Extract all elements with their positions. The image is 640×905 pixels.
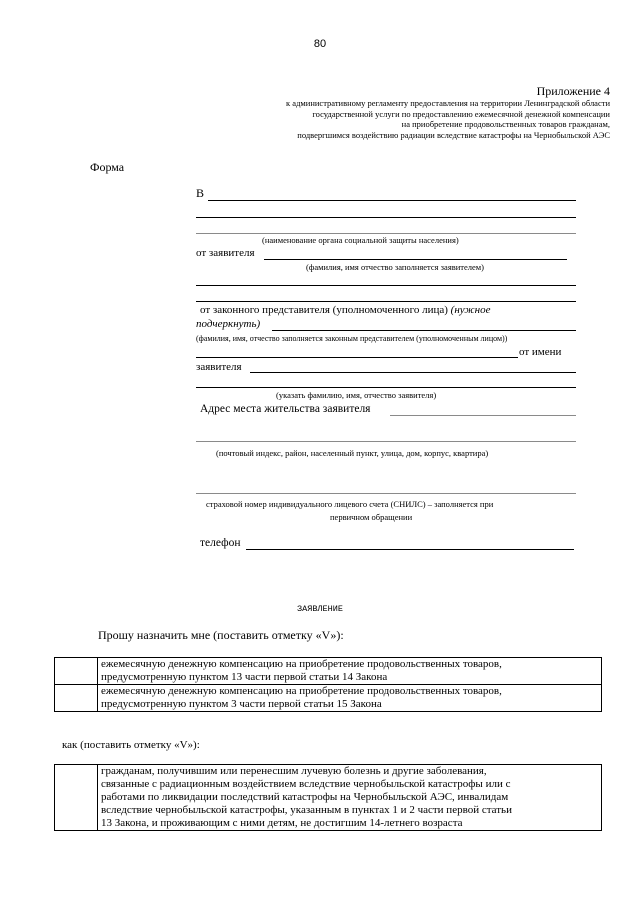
form-label: Форма — [90, 160, 125, 174]
appendix-line: на приобретение продовольственных товаров гражданам, — [401, 119, 610, 129]
snils-caption-2: первичном обращении — [330, 512, 413, 522]
category-line: вследствие чернобыльской катастрофы, указанным в пунктах 1 и 2 части первой статьи — [101, 804, 512, 816]
option-line: ежемесячную денежную компенсацию на приобретение продовольственных товаров, — [101, 658, 502, 670]
request-text: Прошу назначить мне (поставить отметку «V»): — [98, 628, 344, 642]
option-line: предусмотренную пунктом 3 части первой статьи 15 Закона — [101, 698, 382, 710]
applicant-name-line[interactable] — [264, 259, 567, 260]
phone-line[interactable] — [246, 549, 574, 550]
option-row — [55, 658, 602, 685]
from-applicant-label: от заявителя — [196, 247, 255, 259]
appendix-subtitle — [286, 98, 610, 140]
snils-line[interactable] — [196, 493, 576, 494]
option-line: ежемесячную денежную компенсацию на приобретение продовольственных товаров, — [101, 685, 502, 697]
address-label: Адрес места жительства заявителя — [200, 403, 371, 415]
category-text — [98, 765, 602, 831]
option-checkbox-cell[interactable] — [55, 658, 98, 685]
statement-heading: ЗАЯВЛЕНИЕ — [297, 604, 343, 614]
representative-name-line[interactable] — [272, 330, 576, 331]
applicant-name-caption: (указать фамилию, имя, отчество заявителя) — [276, 390, 437, 400]
organ-line-2[interactable] — [196, 217, 576, 218]
category-row — [55, 765, 602, 831]
address-caption: (почтовый индекс, район, населенный пункт, улица, дом, корпус, квартира) — [216, 448, 489, 458]
representative-caption: (фамилия, имя, отчество заполняется законным представителем (уполномоченным лицом)) — [196, 334, 508, 343]
category-line: 13 Закона, и проживающим с ними детям, не достигшим 14-летнего возраста — [101, 817, 463, 829]
representative-emphasis: (нужное — [450, 304, 491, 316]
as-label: как (поставить отметку «V»): — [62, 739, 200, 751]
category-checkbox-cell[interactable] — [55, 765, 98, 831]
applicant-line-3[interactable] — [196, 301, 576, 302]
applicant-caption: (фамилия, имя отчество заполняется заявителем) — [306, 262, 484, 272]
snils-caption: страховой номер индивидуального лицевого счета (СНИЛС) – заполняется при — [206, 499, 494, 509]
appendix-line: к административному регламенту предоставления на территории Ленинградской области — [286, 98, 610, 108]
category-line: работами по ликвидации последствий катастрофы на Чернобыльской АЭС, инвалидам — [101, 791, 509, 803]
appendix-line: подвергшимся воздействию радиации вследствие катастрофы на Чернобыльской АЭС — [297, 129, 610, 140]
option-line: предусмотренную пунктом 13 части первой статьи 14 Закона — [101, 671, 388, 683]
applicant-line-2[interactable] — [196, 285, 576, 286]
representative-label — [200, 304, 490, 317]
option-row — [55, 685, 602, 712]
underline-note: подчеркнуть) — [196, 318, 261, 330]
to-prefix: В — [196, 186, 205, 200]
option-text — [98, 685, 602, 712]
phone-label: телефон — [200, 537, 241, 549]
applicant-word: заявителя — [196, 361, 242, 373]
representative-text: от законного представителя (уполномоченного лица) — [200, 304, 448, 316]
address-line-1[interactable] — [390, 415, 576, 416]
applicant-fullname-line-2[interactable] — [196, 387, 576, 388]
organ-line-3[interactable] — [196, 233, 576, 234]
address-line-2[interactable] — [196, 441, 576, 442]
options-table — [54, 657, 602, 712]
appendix-line: государственной услуги по предоставлению ежемесячной денежной компенсации — [312, 108, 610, 119]
applicant-fullname-line[interactable] — [250, 372, 576, 373]
on-behalf-line[interactable] — [196, 357, 518, 358]
category-line: связанные с радиационным воздействием вследствие чернобыльской катастрофы или с — [101, 778, 511, 790]
category-line: гражданам, получившим или перенесшим лучевую болезнь и другие заболевания, — [101, 765, 487, 777]
option-checkbox-cell[interactable] — [55, 685, 98, 712]
page-number: 80 — [313, 38, 327, 50]
appendix-title: Приложение 4 — [536, 84, 610, 98]
organ-line-1[interactable] — [208, 200, 576, 201]
option-text — [98, 658, 602, 685]
organ-caption: (наименование органа социальной защиты населения) — [262, 235, 459, 245]
on-behalf-label: от имени — [519, 346, 562, 358]
category-table — [54, 764, 602, 831]
